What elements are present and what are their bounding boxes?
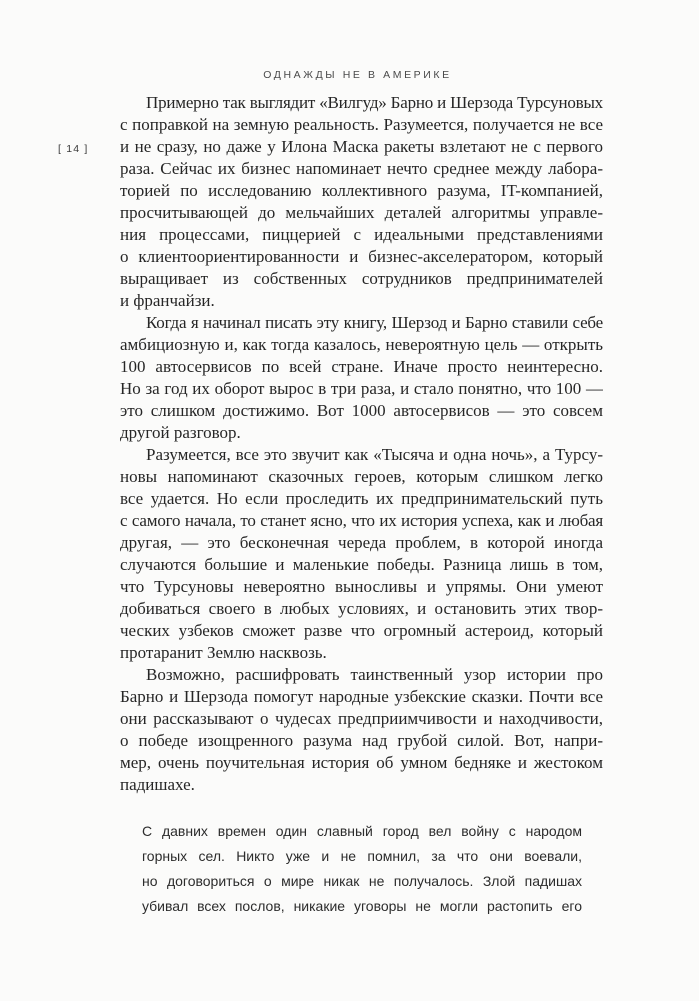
text-line: все удается. Но если проследить их предпринимательский путь — [120, 489, 603, 508]
text-line: о победе изощренного разума над грубой силой. Вот, напри- — [120, 731, 603, 750]
text-line: ческих узбеков сможет разве что огромный астероид, который — [120, 621, 603, 640]
text-line: протаранит Землю насквозь. — [120, 643, 327, 662]
text-line: это слишком достижимо. Вот 1000 автосервисов — это совсем — [120, 401, 603, 420]
text-line: Когда я начинал писать эту книгу, Шерзод и Барно ставили себе — [146, 313, 603, 332]
tale-excerpt — [142, 819, 582, 919]
quote-line: но договориться о мире никак не получалось. Злой падишах — [142, 873, 582, 889]
text-line: другая, — это бесконечная череда проблем, в которой иногда — [120, 533, 603, 552]
quote-line: С давних времен один славный город вел войну с народом — [142, 823, 582, 839]
text-line: другой разговор. — [120, 423, 241, 442]
text-line: случаются большие и маленькие победы. Разница лишь в том, — [120, 555, 603, 574]
text-line: новы напоминают сказочных героев, которым слишком легко — [120, 467, 603, 486]
text-line: с поправкой на земную реальность. Разумеется, получается не все — [120, 115, 603, 134]
text-line: ния процессами, пиццерией с идеальными представлениями — [120, 225, 603, 244]
text-line: о клиентоориентированности и бизнес-акселератором, который — [120, 247, 603, 266]
text-line: что Турсуновы невероятно выносливы и упрямы. Они умеют — [120, 577, 603, 596]
text-line: с самого начала, то станет ясно, что их история успеха, как и любая — [120, 511, 603, 530]
text-line: амбициозную и, как тогда казалось, невероятную цель — открыть — [120, 335, 603, 354]
paragraph — [120, 664, 603, 796]
text-line: Возможно, расшифровать таинственный узор истории про — [146, 665, 603, 684]
text-line: Барно и Шерзода помогут народные узбекские сказки. Почти все — [120, 687, 603, 706]
paragraph — [120, 444, 603, 664]
text-line: выращивает из собственных сотрудников предпринимателей — [120, 269, 603, 288]
text-line: 100 автосервисов по всей стране. Иначе просто неинтересно. — [120, 357, 603, 376]
text-line: раза. Сейчас их бизнес напоминает нечто среднее между лабора- — [120, 159, 603, 178]
text-line: Но за год их оборот вырос в три раза, и стало понятно, что 100 — — [120, 379, 603, 398]
body-text — [120, 92, 603, 796]
text-line: просчитывающей до мельчайших деталей алгоритмы управле- — [120, 203, 603, 222]
running-header: ОДНАЖДЫ НЕ В АМЕРИКЕ — [263, 69, 452, 81]
text-line: мер, очень поучительная история об умном бедняке и жестоком — [120, 753, 603, 772]
paragraph — [120, 312, 603, 444]
text-line: добиваться своего в любых условиях, и остановить этих твор- — [120, 599, 603, 618]
quote-line: убивал всех послов, никакие уговоры не могли растопить его — [142, 898, 582, 914]
text-line: Разумеется, все это звучит как «Тысяча и одна ночь», а Турсу- — [146, 445, 603, 464]
text-line: они рассказывают о чудесах предприимчивости и находчивости, — [120, 709, 603, 728]
text-line: и франчайзи. — [120, 291, 215, 310]
paragraph — [120, 92, 603, 312]
page-number: [ 14 ] — [58, 143, 89, 155]
quote-line: горных сел. Никто уже и не помнил, за что они воевали, — [142, 848, 582, 864]
text-line: Примерно так выглядит «Вилгуд» Барно и Шерзода Турсуновых — [146, 93, 603, 112]
text-line: и не сразу, но даже у Илона Маска ракеты взлетают не с первого — [120, 137, 603, 156]
text-line: торией по исследованию коллективного разума, IT-компанией, — [120, 181, 603, 200]
text-line: падишахе. — [120, 775, 195, 794]
